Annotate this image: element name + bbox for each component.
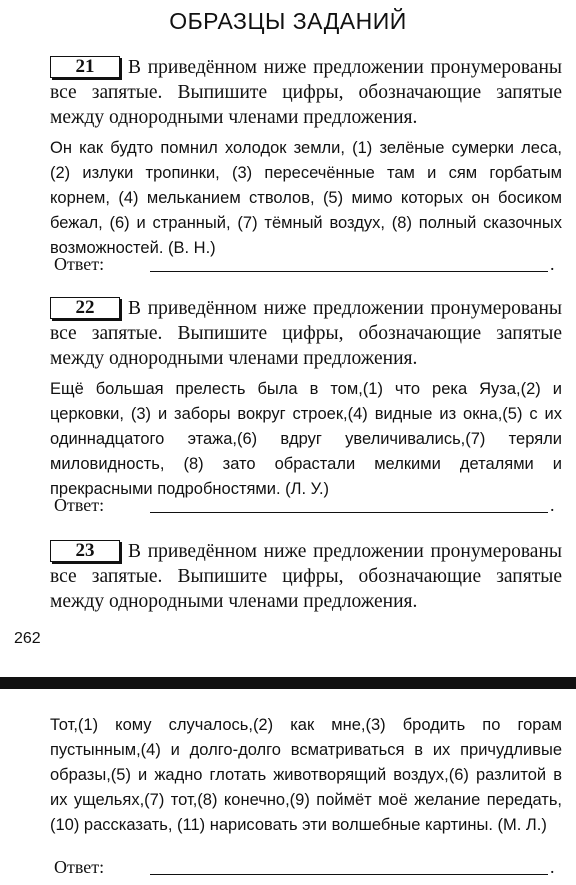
answer-line-22[interactable]	[150, 512, 548, 513]
answer-line-end: .	[550, 254, 555, 274]
task-23-instruction	[50, 539, 562, 614]
task-number-box: 22	[50, 297, 120, 319]
instruction-text: В приведённом ниже предложении пронумерованы все запятые. Выпишите цифры, обозначающие запятые между однородными членами предложения.	[50, 541, 562, 612]
answer-row-22	[54, 495, 566, 519]
answer-row-21	[54, 254, 566, 278]
task-21-instruction	[50, 55, 562, 130]
task-number-box: 21	[50, 56, 120, 78]
task-22-instruction	[50, 296, 562, 371]
answer-label: Ответ:	[54, 495, 105, 515]
answer-line-end: .	[550, 495, 555, 515]
task-21	[50, 55, 562, 261]
instruction-text: В приведённом ниже предложении пронумерованы все запятые. Выпишите цифры, обозначающие запятые между однородными членами предложения.	[50, 298, 562, 369]
task-number-box: 23	[50, 540, 120, 562]
instruction-text: В приведённом ниже предложении пронумерованы все запятые. Выпишите цифры, обозначающие запятые между однородными членами предложения.	[50, 57, 562, 128]
page-heading: ОБРАЗЦЫ ЗАДАНИЙ	[169, 8, 407, 34]
answer-line-end: .	[550, 857, 555, 877]
answer-line-21[interactable]	[150, 271, 548, 272]
task-23-sentence: Тот,(1) кому случалось,(2) как мне,(3) бродить по горам пустынным,(4) и долго-долго всматриваться в их причудливые образы,(5) и жадно глотать животворящий воздух,(6) разлитой в их ущельях,(7) тот,(8) конечно,(9) поймёт моё желание передать,(10) рассказать, (11) нарисовать эти волшебные картины. (М. Л.)	[50, 716, 562, 834]
answer-label: Ответ:	[54, 254, 105, 274]
page-divider	[0, 677, 576, 689]
task-21-sentence: Он как будто помнил холодок земли, (1) зелёные сумерки леса, (2) излуки тропинки, (3) пересечённые там и сям горбатым корнем, (4) мельканием стволов, (5) мимо которых он босиком бежал, (6) и странный, (7) тёмный воздух, (8) полный сказочных возможностей. (В. Н.)	[50, 139, 562, 257]
answer-label: Ответ:	[54, 857, 105, 877]
answer-line-23[interactable]	[150, 874, 548, 875]
answer-row-23	[54, 857, 566, 881]
task-23-continued	[50, 713, 562, 838]
page-number: 262	[14, 630, 41, 647]
task-22-sentence: Ещё большая прелесть была в том,(1) что река Яуза,(2) и церковки, (3) и заборы вокруг строек,(4) видные из окна,(5) с их одиннадцатого этажа,(6) вдруг увеличивались,(7) теряли миловидность, (8) зато обрастали мелкими деталями и прекрасными подробностями. (Л. У.)	[50, 380, 562, 498]
task-23	[50, 539, 562, 614]
task-22	[50, 296, 562, 502]
